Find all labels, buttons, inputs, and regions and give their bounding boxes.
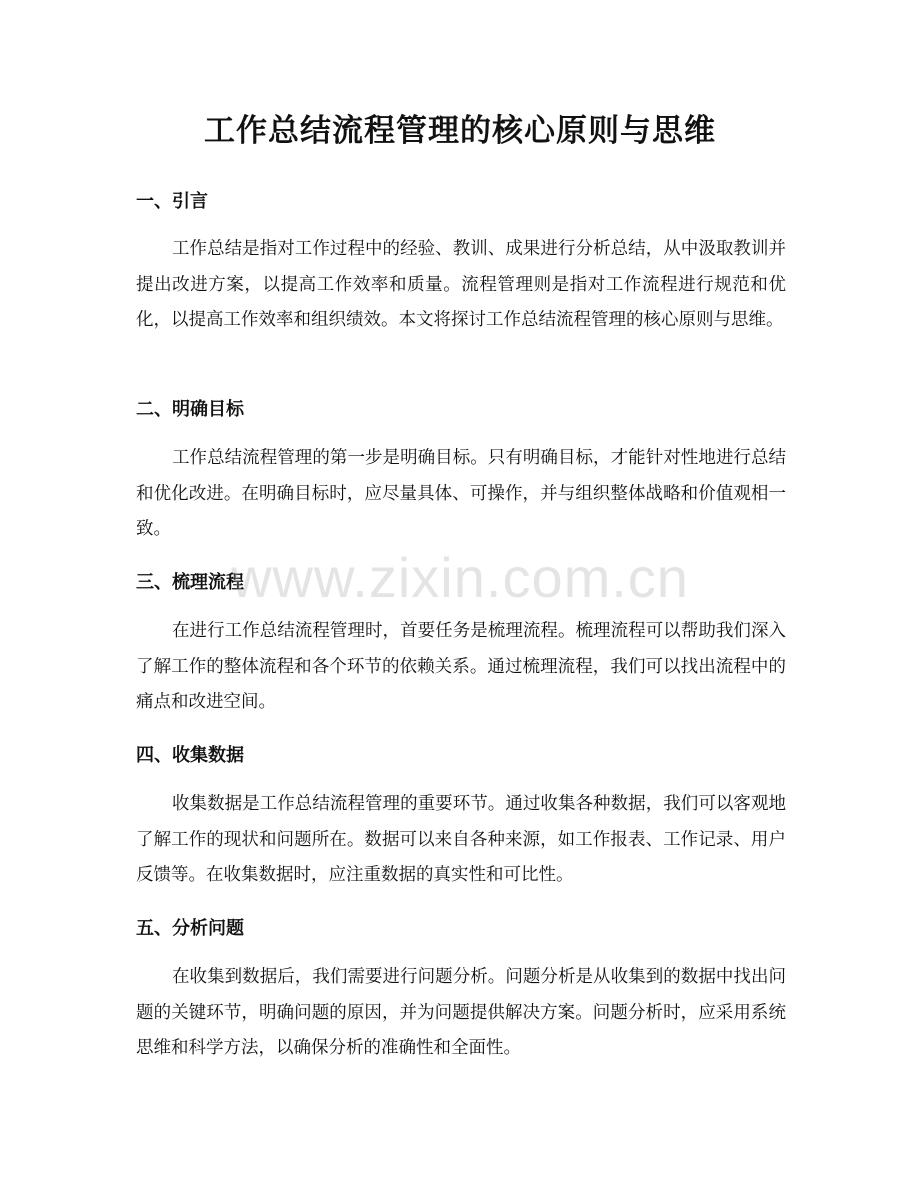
section-paragraph-sort-process: 在进行工作总结流程管理时，首要任务是梳理流程。梳理流程可以帮助我们深入了解工作的整体流程和各个环节的依赖关系。通过梳理流程，我们可以找出流程中的痛点和改进空间。 <box>136 621 786 712</box>
section-paragraph-analyze-problems: 在收集到数据后，我们需要进行问题分析。问题分析是从收集到的数据中找出问题的关键环节，明确问题的原因，并为问题提供解决方案。问题分析时，应采用系统思维和科学方法，以确保分析的准确性和全面性。 <box>136 967 786 1058</box>
section-paragraph-clear-goals: 工作总结流程管理的第一步是明确目标。只有明确目标，才能针对性地进行总结和优化改进。在明确目标时，应尽量具体、可操作，并与组织整体战略和价值观相一致。 <box>136 448 786 539</box>
section-paragraph-introduction: 工作总结是指对工作过程中的经验、教训、成果进行分析总结，从中汲取教训并提出改进方案，以提高工作效率和质量。流程管理则是指对工作流程进行规范和优化，以提高工作效率和组织绩效。本文将探讨工作总结流程管理的核心原则与思维。 <box>136 239 786 330</box>
section-heading-clear-goals: 二、明确目标 <box>136 399 244 420</box>
section-heading-collect-data: 四、收集数据 <box>136 745 244 766</box>
section-heading-sort-process: 三、梳理流程 <box>136 572 244 593</box>
watermark: www.zixin.com.cn <box>231 546 689 609</box>
section-paragraph-collect-data: 收集数据是工作总结流程管理的重要环节。通过收集各种数据，我们可以客观地了解工作的现状和问题所在。数据可以来自各种来源，如工作报表、工作记录、用户反馈等。在收集数据时，应注重数据的真实性和可比性。 <box>136 794 786 885</box>
document-title: 工作总结流程管理的核心原则与思维 <box>204 113 716 149</box>
section-heading-analyze-problems: 五、分析问题 <box>136 918 244 939</box>
section-heading-introduction: 一、引言 <box>136 191 208 212</box>
